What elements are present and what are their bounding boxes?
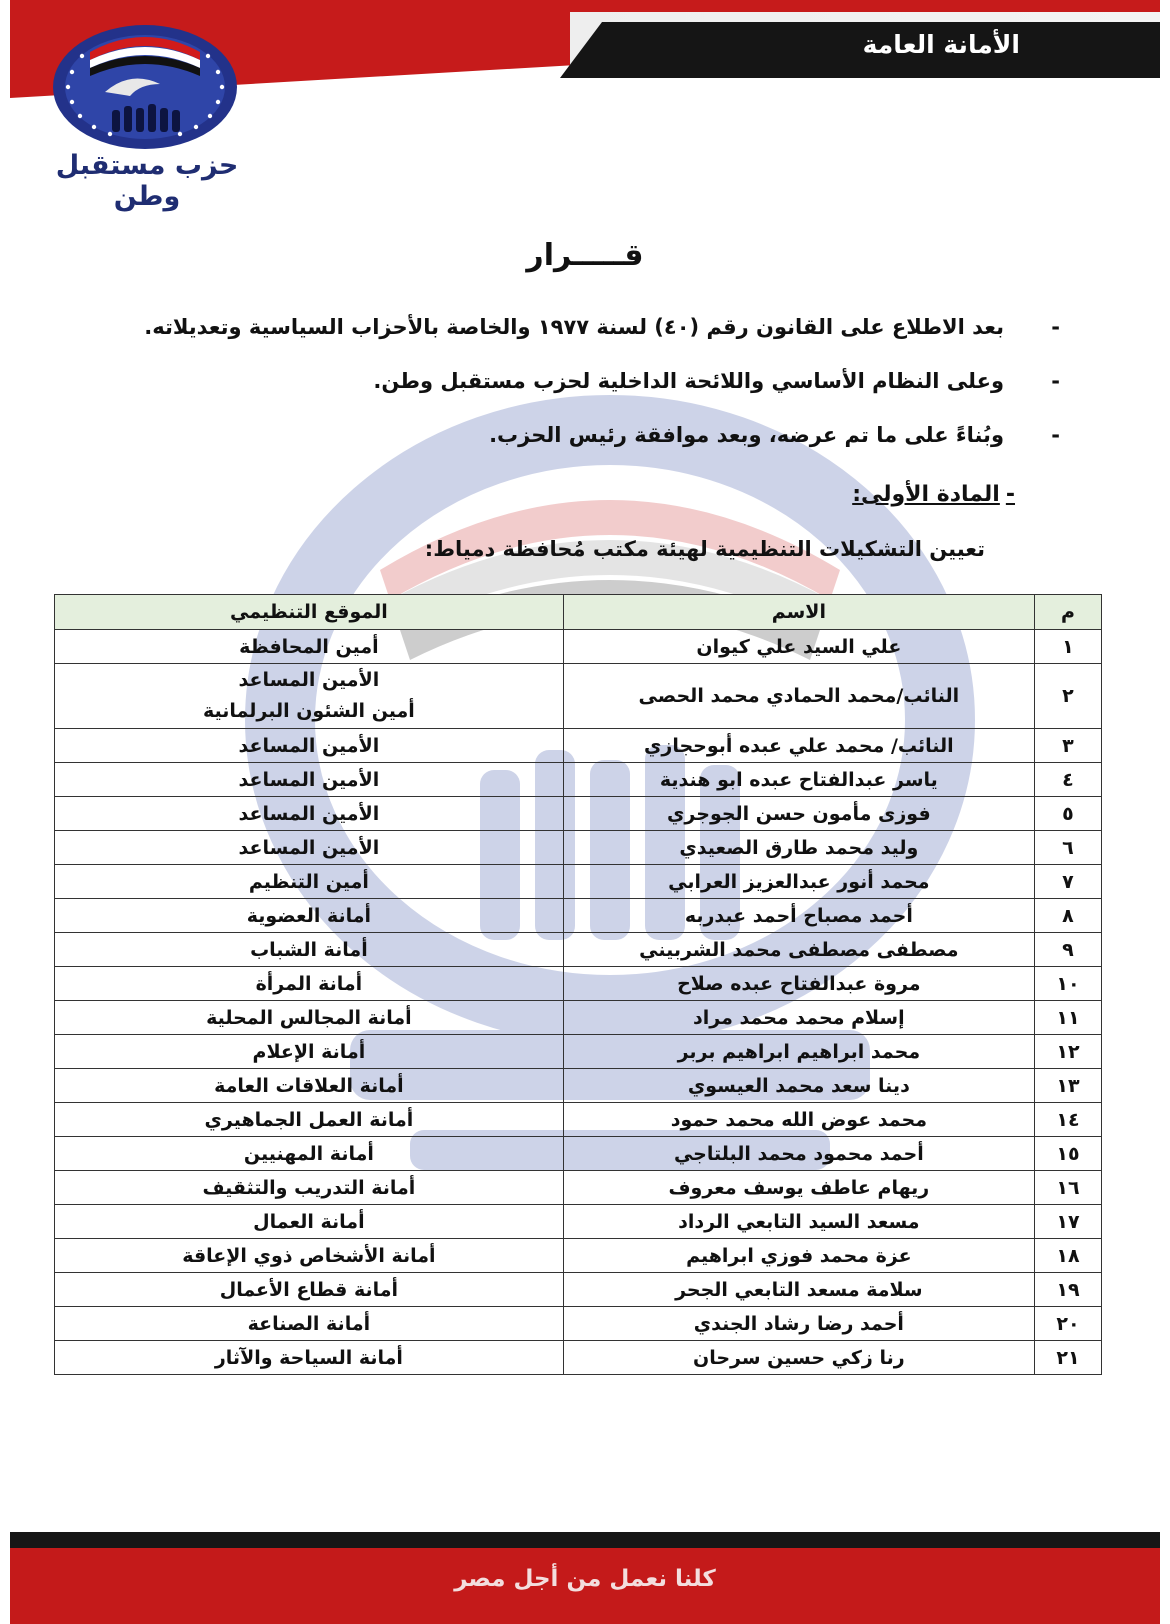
- table-row: [55, 664, 1102, 729]
- document-title: قـــــرار: [526, 238, 644, 273]
- cell-position: أمانة التدريب والتثقيف: [55, 1171, 564, 1205]
- cell-num: ١١: [1034, 1001, 1101, 1035]
- table-header-row: [55, 595, 1102, 630]
- cell-name: إسلام محمد محمد مراد: [563, 1001, 1034, 1035]
- cell-num: ١٢: [1034, 1035, 1101, 1069]
- cell-num: ٥: [1034, 797, 1101, 831]
- cell-position: أمانة السياحة والآثار: [55, 1341, 564, 1375]
- table-row: [55, 899, 1102, 933]
- cell-num: ١٥: [1034, 1137, 1101, 1171]
- table-row: [55, 831, 1102, 865]
- cell-name: محمد أنور عبدالعزيز العرابي: [563, 865, 1034, 899]
- cell-name: محمد عوض الله محمد حمود: [563, 1103, 1034, 1137]
- cell-name: أحمد رضا رشاد الجندي: [563, 1307, 1034, 1341]
- preamble-item: - وعلى النظام الأساسي واللائحة الداخلية لحزب مستقبل وطن.: [373, 369, 1060, 393]
- cell-name: وليد محمد طارق الصعيدي: [563, 831, 1034, 865]
- cell-name: النائب/ محمد علي عبده أبوحجازي: [563, 729, 1034, 763]
- cell-num: ٨: [1034, 899, 1101, 933]
- table-row: [55, 729, 1102, 763]
- cell-position-line: أمين الشئون البرلمانية: [202, 700, 415, 722]
- cell-position: أمانة العلاقات العامة: [55, 1069, 564, 1103]
- cell-position: أمين المحافظة: [55, 630, 564, 664]
- cell-name: أحمد مصباح أحمد عبدربه: [563, 899, 1034, 933]
- table-row: [55, 797, 1102, 831]
- table-row: [55, 1341, 1102, 1375]
- cell-name: مسعد السيد التابعي الرداد: [563, 1205, 1034, 1239]
- cell-position: أمانة الصناعة: [55, 1307, 564, 1341]
- cell-num: ٦: [1034, 831, 1101, 865]
- table-row: [55, 1103, 1102, 1137]
- cell-position: الأمين المساعد: [55, 831, 564, 865]
- cell-position: أمانة المهنيين: [55, 1137, 564, 1171]
- cell-num: ١٧: [1034, 1205, 1101, 1239]
- cell-num: ١٠: [1034, 967, 1101, 1001]
- preamble-item: - بعد الاطلاع على القانون رقم (٤٠) لسنة ١٩٧٧ والخاصة بالأحزاب السياسية وتعديلاته.: [144, 315, 1060, 339]
- cell-name: ياسر عبدالفتاح عبده ابو هندية: [563, 763, 1034, 797]
- cell-num: ١: [1034, 630, 1101, 664]
- cell-position-line: الأمين المساعد: [238, 669, 380, 691]
- cell-name: عزة محمد فوزي ابراهيم: [563, 1239, 1034, 1273]
- cell-position: أمانة المجالس المحلية: [55, 1001, 564, 1035]
- cell-name: سلامة مسعد التابعي الجحر: [563, 1273, 1034, 1307]
- cell-position: أمانة قطاع الأعمال: [55, 1273, 564, 1307]
- header-black-bar: [560, 22, 1160, 78]
- table-row: [55, 763, 1102, 797]
- article-intro: تعيين التشكيلات التنظيمية لهيئة مكتب مُحافظة دمياط:: [424, 537, 985, 561]
- cell-position: أمانة الشباب: [55, 933, 564, 967]
- table-row: [55, 1035, 1102, 1069]
- cell-num: ٢: [1034, 664, 1101, 729]
- cell-position: [55, 664, 564, 729]
- column-header-num: م: [1034, 595, 1101, 630]
- party-logo-icon: [50, 22, 240, 152]
- cell-num: ١٦: [1034, 1171, 1101, 1205]
- table-row: [55, 630, 1102, 664]
- header-red-strip: [10, 0, 1160, 12]
- cell-name: رنا زكي حسين سرحان: [563, 1341, 1034, 1375]
- cell-num: ١٤: [1034, 1103, 1101, 1137]
- cell-name: النائب/محمد الحمادي محمد الحصى: [563, 664, 1034, 729]
- table-row: [55, 1239, 1102, 1273]
- cell-position: أمين التنظيم: [55, 865, 564, 899]
- cell-position: أمانة العضوية: [55, 899, 564, 933]
- cell-position: الأمين المساعد: [55, 729, 564, 763]
- cell-num: ٤: [1034, 763, 1101, 797]
- table-row: [55, 1307, 1102, 1341]
- table-row: [55, 1137, 1102, 1171]
- table-row: [55, 1001, 1102, 1035]
- column-header-position: الموقع التنظيمي: [55, 595, 564, 630]
- cell-num: ٣: [1034, 729, 1101, 763]
- footer-slogan: كلنا نعمل من أجل مصر: [454, 1566, 716, 1592]
- table-row: [55, 865, 1102, 899]
- cell-position: أمانة الأشخاص ذوي الإعاقة: [55, 1239, 564, 1273]
- cell-name: مروة عبدالفتاح عبده صلاح: [563, 967, 1034, 1001]
- article-heading: -المادة الأولى:: [852, 482, 1015, 507]
- cell-num: ١٨: [1034, 1239, 1101, 1273]
- roster-table: [54, 594, 1102, 1375]
- cell-position: الأمين المساعد: [55, 763, 564, 797]
- cell-name: محمد ابراهيم ابراهيم بربر: [563, 1035, 1034, 1069]
- cell-name: ريهام عاطف يوسف معروف: [563, 1171, 1034, 1205]
- table-row: [55, 933, 1102, 967]
- cell-num: ١٣: [1034, 1069, 1101, 1103]
- preamble-list: [100, 300, 1060, 462]
- cell-name: أحمد محمود محمد البلتاجي: [563, 1137, 1034, 1171]
- cell-name: علي السيد علي كيوان: [563, 630, 1034, 664]
- cell-num: ٧: [1034, 865, 1101, 899]
- cell-name: مصطفى مصطفى محمد الشربيني: [563, 933, 1034, 967]
- cell-position: أمانة العمال: [55, 1205, 564, 1239]
- cell-name: دينا سعد محمد العيسوي: [563, 1069, 1034, 1103]
- cell-num: ٩: [1034, 933, 1101, 967]
- table-row: [55, 1069, 1102, 1103]
- column-header-name: الاسم: [563, 595, 1034, 630]
- cell-position: أمانة الإعلام: [55, 1035, 564, 1069]
- table-row: [55, 967, 1102, 1001]
- logo-text: حزب مستقبل وطن: [55, 150, 239, 212]
- cell-position: أمانة المرأة: [55, 967, 564, 1001]
- preamble-item: - وبُناءً على ما تم عرضه، وبعد موافقة رئيس الحزب.: [489, 423, 1060, 447]
- table-row: [55, 1171, 1102, 1205]
- cell-num: ٢٠: [1034, 1307, 1101, 1341]
- cell-position: الأمين المساعد: [55, 797, 564, 831]
- footer-black-bar: [10, 1532, 1160, 1548]
- header-title: الأمانة العامة: [862, 30, 1020, 59]
- table-row: [55, 1205, 1102, 1239]
- cell-position: أمانة العمل الجماهيري: [55, 1103, 564, 1137]
- cell-name: فوزى مأمون حسن الجوجري: [563, 797, 1034, 831]
- cell-num: ٢١: [1034, 1341, 1101, 1375]
- table-row: [55, 1273, 1102, 1307]
- cell-num: ١٩: [1034, 1273, 1101, 1307]
